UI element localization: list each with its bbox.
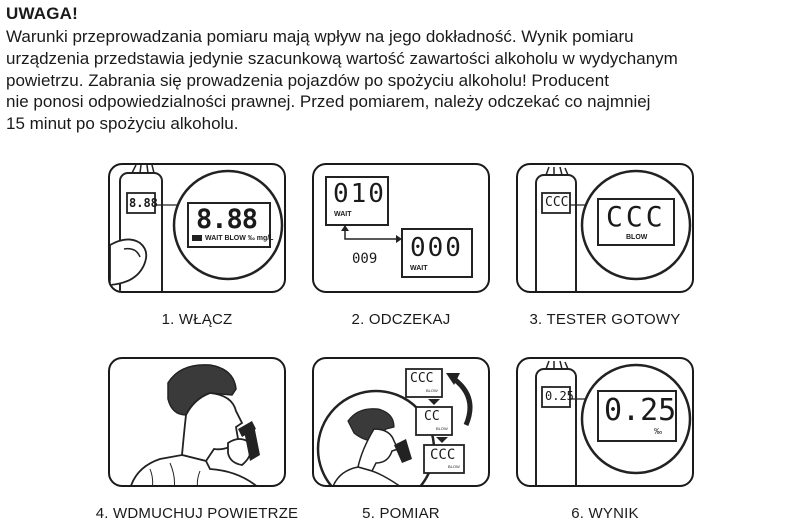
sequence-label: BLOW — [426, 388, 438, 393]
sequence-display: CCC — [410, 371, 434, 386]
zoom-display: 0.25 — [604, 393, 677, 428]
warning-heading: UWAGA! — [6, 4, 79, 23]
step-5-caption: 5. POMIAR — [362, 505, 440, 522]
warning-line: Warunki przeprowadzania pomiaru mają wpływ na jego dokładność. Wynik pomiaru — [6, 27, 634, 46]
sequence-display: CCC — [430, 447, 456, 463]
zoom-display: 8.88 — [196, 204, 258, 235]
zoom-unit: ‰ — [654, 427, 662, 436]
warning-line: nie ponosi odpowiedzialności prawnej. Przed pomiarem, należy odczekać co najmniej — [6, 92, 651, 112]
wait-display-end: 000 — [410, 233, 463, 263]
wait-display-start: 010 — [333, 179, 386, 209]
warning-line: 15 minut po spożyciu alkoholu. — [6, 114, 239, 134]
step-3-panel — [516, 163, 694, 293]
warning-text — [6, 26, 776, 135]
countdown-value: 009 — [352, 251, 378, 267]
zoom-label: BLOW — [626, 234, 648, 241]
wait-label-end: WAIT — [410, 265, 428, 272]
step-1-caption: 1. WŁĄCZ — [161, 311, 233, 328]
step-3-caption: 3. TESTER GOTOWY — [529, 311, 681, 328]
step-4-panel — [108, 357, 286, 487]
step-6-panel — [516, 357, 694, 487]
wait-label-start: WAIT — [334, 211, 352, 218]
warning-line: powietrzu. Zabrania się prowadzenia pojazdów po spożyciu alkoholu! Producent — [6, 70, 609, 90]
step-5-illustration — [314, 359, 490, 487]
device-display: 8.88 — [129, 196, 158, 210]
step-2-panel — [312, 163, 490, 293]
sequence-display: CC — [424, 409, 440, 424]
device-display: 0.25 — [545, 389, 574, 403]
step-5-panel — [312, 357, 490, 487]
sequence-label: BLOW — [436, 426, 448, 431]
sequence-label: BLOW — [448, 464, 460, 469]
warning-line: urządzenia przedstawia jedynie szacunkową wartość zawartości alkoholu w wydychanym — [6, 48, 678, 68]
zoom-indicators: WAIT BLOW ‰ mg/L — [205, 235, 274, 242]
device-display: CCC — [545, 195, 569, 210]
step-4-caption: 4. WDMUCHUJ POWIETRZE — [95, 505, 299, 522]
step-2-caption: 2. ODCZEKAJ — [351, 311, 451, 328]
zoom-display: CCC — [606, 200, 666, 233]
step-6-caption: 6. WYNIK — [571, 505, 639, 522]
step-1-panel — [108, 163, 286, 293]
step-4-illustration — [110, 359, 286, 487]
